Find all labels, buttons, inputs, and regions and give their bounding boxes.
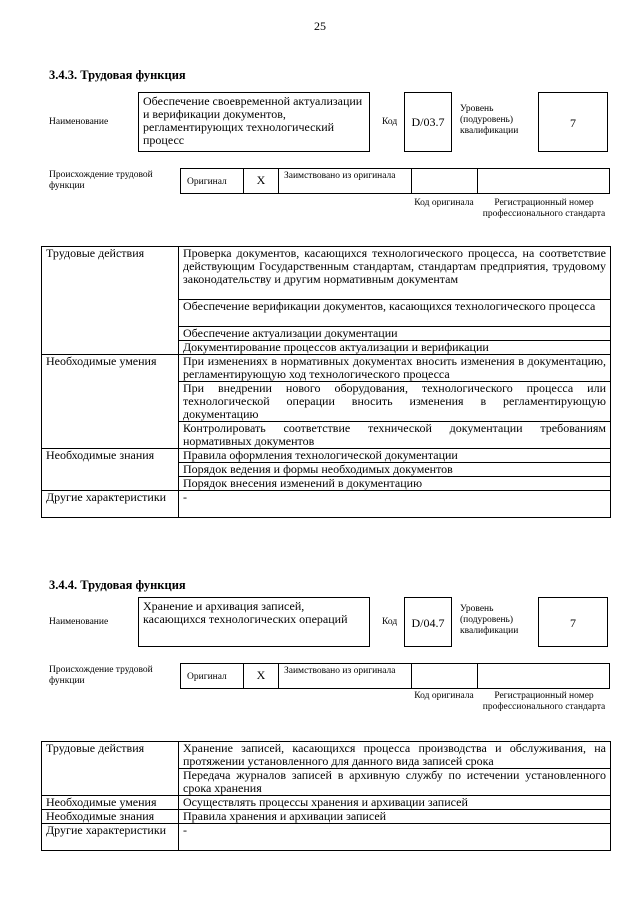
table-row [42,824,611,851]
section-title: 3.4.3. Трудовая функция [49,68,186,82]
level-label: Уровень (подуровень) квалификации [460,104,519,136]
section-title: 3.4.4. Трудовая функция [49,578,186,592]
function-code-box [404,597,452,647]
table-row [42,491,611,518]
table-cell: Хранение записей, касающихся процесса производства и обслуживания, на протяжении установленного для данного вида записей срока [179,742,611,769]
row-label: Необходимые умения [42,355,179,449]
name-label: Наименование [49,117,109,127]
table-cell: Контролировать соответствие технической документации требованиям нормативных документов [179,422,611,449]
code-label: Код [382,117,398,127]
table-row [42,796,611,810]
row-label: Другие характеристики [42,491,179,518]
reg-number-label: Регистрационный номер профессионального стандарта [482,691,606,712]
original-label: Оригинал [181,169,244,193]
function-code: D/04.7 [411,616,445,630]
table-cell: Документирование процессов актуализации и верификации [179,341,611,355]
level-box [538,597,608,647]
reg-number-label: Регистрационный номер профессионального стандарта [482,198,606,219]
table-cell: Передача журналов записей в архивную службу по истечении установленного срока хранения [179,769,611,796]
level-label: Уровень (подуровень) квалификации [460,604,519,636]
table-cell: - [179,491,611,518]
page-number: 25 [314,19,326,33]
table-row [42,742,611,769]
table-cell: Порядок внесения изменений в документацию [179,477,611,491]
function-name-box [138,597,370,647]
origin-row [180,168,610,194]
table-cell: Осуществлять процессы хранения и архивации записей [179,796,611,810]
table-row [42,247,611,300]
code-label: Код [382,617,398,627]
origin-code-cell [412,169,478,193]
original-mark: X [244,169,279,193]
level-value: 7 [570,616,576,630]
origin-code-cell [412,664,478,688]
table-cell: Правила хранения и архивации записей [179,810,611,824]
level-value: 7 [570,116,576,130]
function-details-table [41,246,611,518]
level-box [538,92,608,152]
function-code: D/03.7 [411,115,445,129]
table-cell: Правила оформления технологической документации [179,449,611,463]
table-cell: Обеспечение верификации документов, касающихся технологического процесса [179,300,611,327]
function-code-box [404,92,452,152]
table-cell: Порядок ведения и формы необходимых документов [179,463,611,477]
row-label: Необходимые знания [42,810,179,824]
original-label: Оригинал [181,664,244,688]
table-cell: - [179,824,611,851]
table-cell: При внедрении нового оборудования, технологического процесса или технологической операции вносить изменения в регламентирующую документацию [179,382,611,422]
table-row [42,449,611,463]
name-label: Наименование [49,617,109,627]
row-label: Необходимые знания [42,449,179,491]
borrowed-label: Заимствовано из оригинала [279,169,412,193]
table-row [42,355,611,382]
table-cell: При изменениях в нормативных документах вносить изменения в документацию, регламентирующую ход технологического процесса [179,355,611,382]
table-cell: Обеспечение актуализации документации [179,327,611,341]
table-cell: Проверка документов, касающихся технологического процесса, на соответствие действующим Государственным стандартам, стандартам предприятия, трудовому законодательству и другим нормативным документам [179,247,611,300]
function-name-box [138,92,370,152]
function-name: Обеспечение своевременной актуализации и верификации документов, регламентирующих технологический процесс [143,94,363,147]
row-label: Трудовые действия [42,742,179,796]
original-mark: X [244,664,279,688]
table-row [42,810,611,824]
reg-number-cell [478,664,609,688]
borrowed-label: Заимствовано из оригинала [279,664,412,688]
row-label: Другие характеристики [42,824,179,851]
reg-number-cell [478,169,609,193]
row-label: Трудовые действия [42,247,179,355]
orig-code-label: Код оригинала [414,691,474,701]
row-label: Необходимые умения [42,796,179,810]
origin-label: Происхождение трудовой функции [49,170,153,191]
origin-row [180,663,610,689]
orig-code-label: Код оригинала [414,198,474,208]
function-name: Хранение и архивация записей, касающихся технологических операций [143,599,348,626]
origin-label: Происхождение трудовой функции [49,665,153,686]
function-details-table [41,741,611,851]
